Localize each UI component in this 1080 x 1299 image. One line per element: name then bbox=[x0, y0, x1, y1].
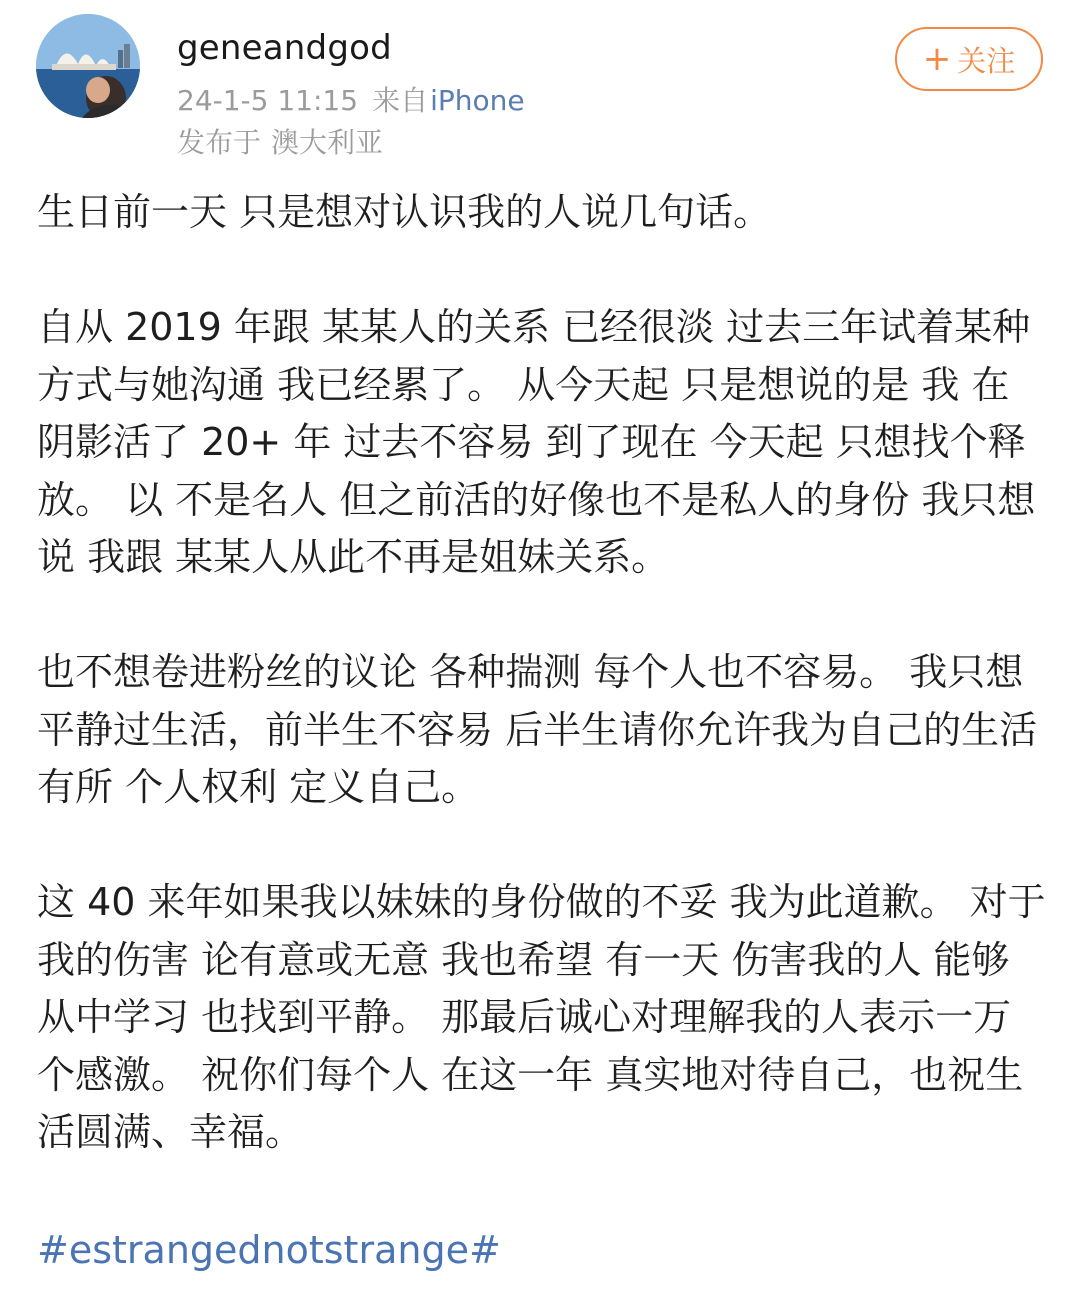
username[interactable]: geneandgod bbox=[177, 28, 392, 68]
avatar-image bbox=[36, 14, 140, 118]
post-header bbox=[0, 0, 1080, 175]
post-paragraph: 自从 2019 年跟 某某人的关系 已经很淡 过去三年试着某种方式与她沟通 我已经累了。 从今天起 只是想说的是 我 在阴影活了 20+ 年 过去不容易 到了现在 今天起 只想找个释放。 以 不是名人 但之前活的好像也不是私人的身份 我只想说 我跟 某某人从此不再是姐妹关系。 bbox=[37, 305, 1036, 579]
post-body bbox=[37, 184, 1050, 1219]
post-paragraph: 生日前一天 只是想对认识我的人说几句话。 bbox=[37, 190, 772, 234]
post-time: 24-1-5 11:15 bbox=[177, 84, 359, 117]
device-link[interactable]: iPhone bbox=[430, 84, 525, 117]
location-name: 澳大利亚 bbox=[271, 126, 384, 159]
plus-icon: + bbox=[922, 39, 952, 79]
post-paragraph: 也不想卷进粉丝的议论 各种揣测 每个人也不容易。 我只想平静过生活，前半生不容易 后半生请你允许我为自己的生活 有所 个人权利 定义自己。 bbox=[37, 650, 1050, 809]
post-location bbox=[177, 124, 383, 162]
post-meta bbox=[177, 82, 525, 120]
post-paragraph: 这 40 来年如果我以妹妹的身份做的不妥 我为此道歉。 对于我的伤害 论有意或无意 我也希望 有一天 伤害我的人 能够 从中学习 也找到平静。 那最后诚心对理解我的人表示一万个感激。 祝你们每个人 在这一年 真实地对待自己，也祝生活圆满、幸福。 bbox=[37, 880, 1046, 1154]
follow-label: 关注 bbox=[957, 43, 1016, 78]
follow-button[interactable] bbox=[895, 27, 1043, 91]
location-prefix: 发布于 bbox=[177, 126, 262, 159]
avatar-photo-icon[interactable] bbox=[36, 14, 140, 118]
hashtag-link[interactable]: #estrangednotstrange# bbox=[37, 1228, 501, 1272]
source-prefix: 来自 bbox=[372, 84, 429, 117]
